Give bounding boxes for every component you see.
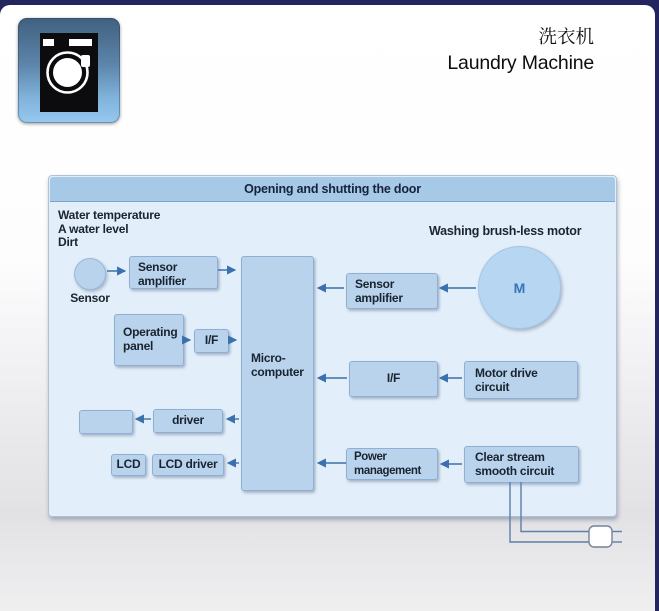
clear-stream-line1: Clear stream xyxy=(475,450,545,464)
washing-machine-glyph xyxy=(18,18,120,123)
power-management-line2: management xyxy=(354,464,421,477)
motor-drive-line1: Motor drive xyxy=(475,366,538,380)
sensor-amplifier-left-line2: amplifier xyxy=(138,273,186,288)
interface-right-box: I/F xyxy=(349,361,438,397)
page-background xyxy=(0,5,655,611)
page-title-block xyxy=(447,24,594,77)
motor-drive-circuit-box xyxy=(464,361,578,399)
sensor-amplifier-left-line1: Sensor xyxy=(138,260,178,274)
clear-stream-line2: smooth circuit xyxy=(475,463,555,478)
washing-motor-label: Washing brush-less motor xyxy=(429,224,582,238)
microcomputer-line1: Micro- xyxy=(251,351,286,365)
operating-panel-line1: Operating xyxy=(123,325,178,339)
sensor-amplifier-right-line1: Sensor xyxy=(355,277,395,291)
sensor-label: Sensor xyxy=(70,291,110,305)
microcomputer-box xyxy=(241,256,314,491)
sensor-node xyxy=(74,258,106,290)
unlabeled-output-box xyxy=(79,410,133,434)
lcd-driver-box: LCD driver xyxy=(152,454,224,476)
power-plug-icon xyxy=(589,526,612,547)
diagram-header: Opening and shutting the door xyxy=(50,177,615,202)
input-water-level: A water level xyxy=(58,221,129,236)
microcomputer-line2: computer xyxy=(251,364,304,379)
power-management-box xyxy=(346,448,438,480)
input-water-temperature: Water temperature xyxy=(58,208,161,222)
sensor-amplifier-right-line2: amplifier xyxy=(355,290,403,305)
lcd-box: LCD xyxy=(111,454,146,476)
sensor-amplifier-right-box xyxy=(346,273,438,309)
motor-node: M xyxy=(478,246,561,329)
operating-panel-box xyxy=(114,314,184,366)
washing-machine-icon xyxy=(18,18,120,123)
sensor-inputs-label xyxy=(58,209,160,250)
motor-drive-line2: circuit xyxy=(475,379,510,394)
interface-left-box: I/F xyxy=(194,329,229,353)
driver-box: driver xyxy=(153,409,223,433)
power-management-line1: Power xyxy=(354,451,387,463)
page-title-chinese: 洗衣机 xyxy=(538,26,594,47)
input-dirt: Dirt xyxy=(58,235,78,249)
sensor-amplifier-left-box xyxy=(129,256,218,289)
operating-panel-line2: panel xyxy=(123,338,154,353)
clear-stream-circuit-box xyxy=(464,446,579,483)
diagram-panel xyxy=(48,175,617,517)
page-title-english: Laundry Machine xyxy=(447,52,594,74)
